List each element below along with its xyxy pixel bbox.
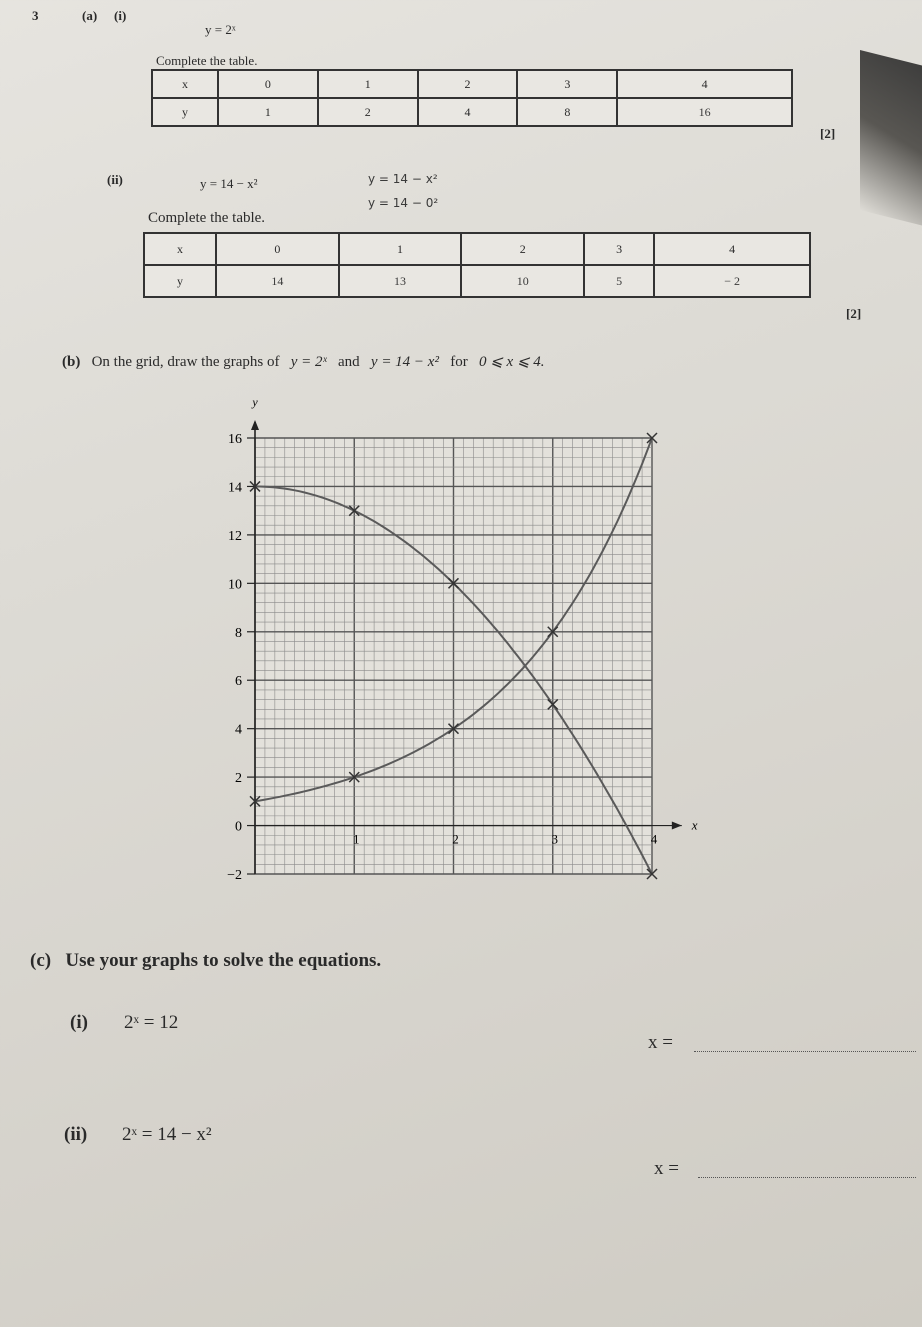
- x-axis-arrow: [672, 822, 682, 830]
- table-cell: − 2: [654, 265, 810, 297]
- table-cell: 4: [654, 233, 810, 265]
- part-c-ii-label: (ii): [64, 1124, 88, 1145]
- part-c-text: Use your graphs to solve the equations.: [65, 950, 382, 971]
- table-cell: 1: [339, 233, 462, 265]
- y-tick-label: 6: [235, 674, 242, 690]
- part-b-and: and: [337, 354, 360, 370]
- table-header-y: y: [144, 265, 216, 297]
- table-cell: 1: [218, 98, 318, 126]
- part-a-label: (a): [82, 8, 98, 23]
- table-cell: 13: [339, 265, 462, 297]
- table-cell: 4: [617, 70, 792, 98]
- working-line-2: y = 14 − 0²: [368, 196, 439, 210]
- part-c-i-answer-prefix: x =: [648, 1032, 673, 1053]
- part-b-label: (b): [62, 354, 81, 370]
- part-b-eq1: y = 2ˣ: [290, 354, 327, 370]
- part-a-i-equation: y = 2ˣ: [205, 22, 236, 37]
- y-axis-arrow: [251, 420, 259, 430]
- part-c-ii-equation: 2ˣ = 14 − x²: [122, 1124, 212, 1145]
- table-cell: 2: [418, 70, 518, 98]
- part-c-ii-answer-prefix: x =: [654, 1158, 679, 1179]
- part-c-i-label: (i): [70, 1012, 88, 1033]
- answer-field-c-ii[interactable]: [698, 1176, 916, 1178]
- x-tick-label: 1: [353, 831, 360, 847]
- part-c-label: (c): [30, 950, 52, 971]
- table-header-x: x: [144, 233, 216, 265]
- part-c-i-equation: 2ˣ = 12: [124, 1012, 179, 1033]
- part-b-eq2: y = 14 − x²: [370, 354, 439, 370]
- table-cell: 2: [318, 98, 418, 126]
- y-tick-label: 14: [228, 480, 242, 496]
- y-tick-label: 10: [228, 577, 242, 593]
- part-a-i-instruction: Complete the table.: [156, 53, 258, 68]
- table-header-y: y: [152, 98, 218, 126]
- answer-field-c-i[interactable]: [694, 1050, 916, 1052]
- x-axis-label: x: [691, 817, 698, 833]
- y-tick-label: 4: [235, 722, 242, 738]
- part-a-ii-instruction: Complete the table.: [148, 210, 266, 226]
- y-tick-label: 12: [228, 528, 242, 544]
- table-cell: 10: [461, 265, 584, 297]
- table-header-x: x: [152, 70, 218, 98]
- y-tick-label: −2: [227, 868, 242, 883]
- part-b-text: On the grid, draw the graphs of: [91, 354, 280, 370]
- part-a-i-label: (i): [114, 8, 127, 23]
- working-line-1: y = 14 − x²: [368, 172, 438, 186]
- table-cell: 8: [517, 98, 617, 126]
- y-tick-label: 8: [235, 625, 242, 641]
- x-tick-label: 2: [452, 831, 459, 847]
- table-cell: 0: [216, 233, 339, 265]
- y-tick-label: 0: [235, 819, 242, 835]
- part-c-line: [30, 950, 381, 972]
- y-tick-label: 16: [228, 432, 242, 447]
- x-tick-label: 4: [650, 831, 658, 847]
- question-number: 3: [32, 8, 39, 23]
- table-cell: 16: [617, 98, 792, 126]
- x-tick-label: 3: [551, 831, 558, 847]
- table-cell: 2: [461, 233, 584, 265]
- part-b-range: 0 ⩽ x ⩽ 4.: [478, 354, 545, 370]
- part-b-for: for: [450, 354, 468, 370]
- part-a-ii-label: (ii): [107, 172, 123, 187]
- table-cell: 14: [216, 265, 339, 297]
- table-cell: 1: [318, 70, 418, 98]
- table-cell: 0: [218, 70, 318, 98]
- table-cell: 3: [584, 233, 654, 265]
- table-cell: 4: [418, 98, 518, 126]
- y-tick-label: 2: [235, 771, 242, 787]
- part-a-ii-equation: y = 14 − x²: [200, 176, 258, 191]
- marks-a-i: [2]: [820, 126, 836, 141]
- marks-a-ii: [2]: [846, 306, 862, 321]
- y-axis-label: y: [252, 395, 258, 409]
- table-cell: 3: [517, 70, 617, 98]
- table-cell: 5: [584, 265, 654, 297]
